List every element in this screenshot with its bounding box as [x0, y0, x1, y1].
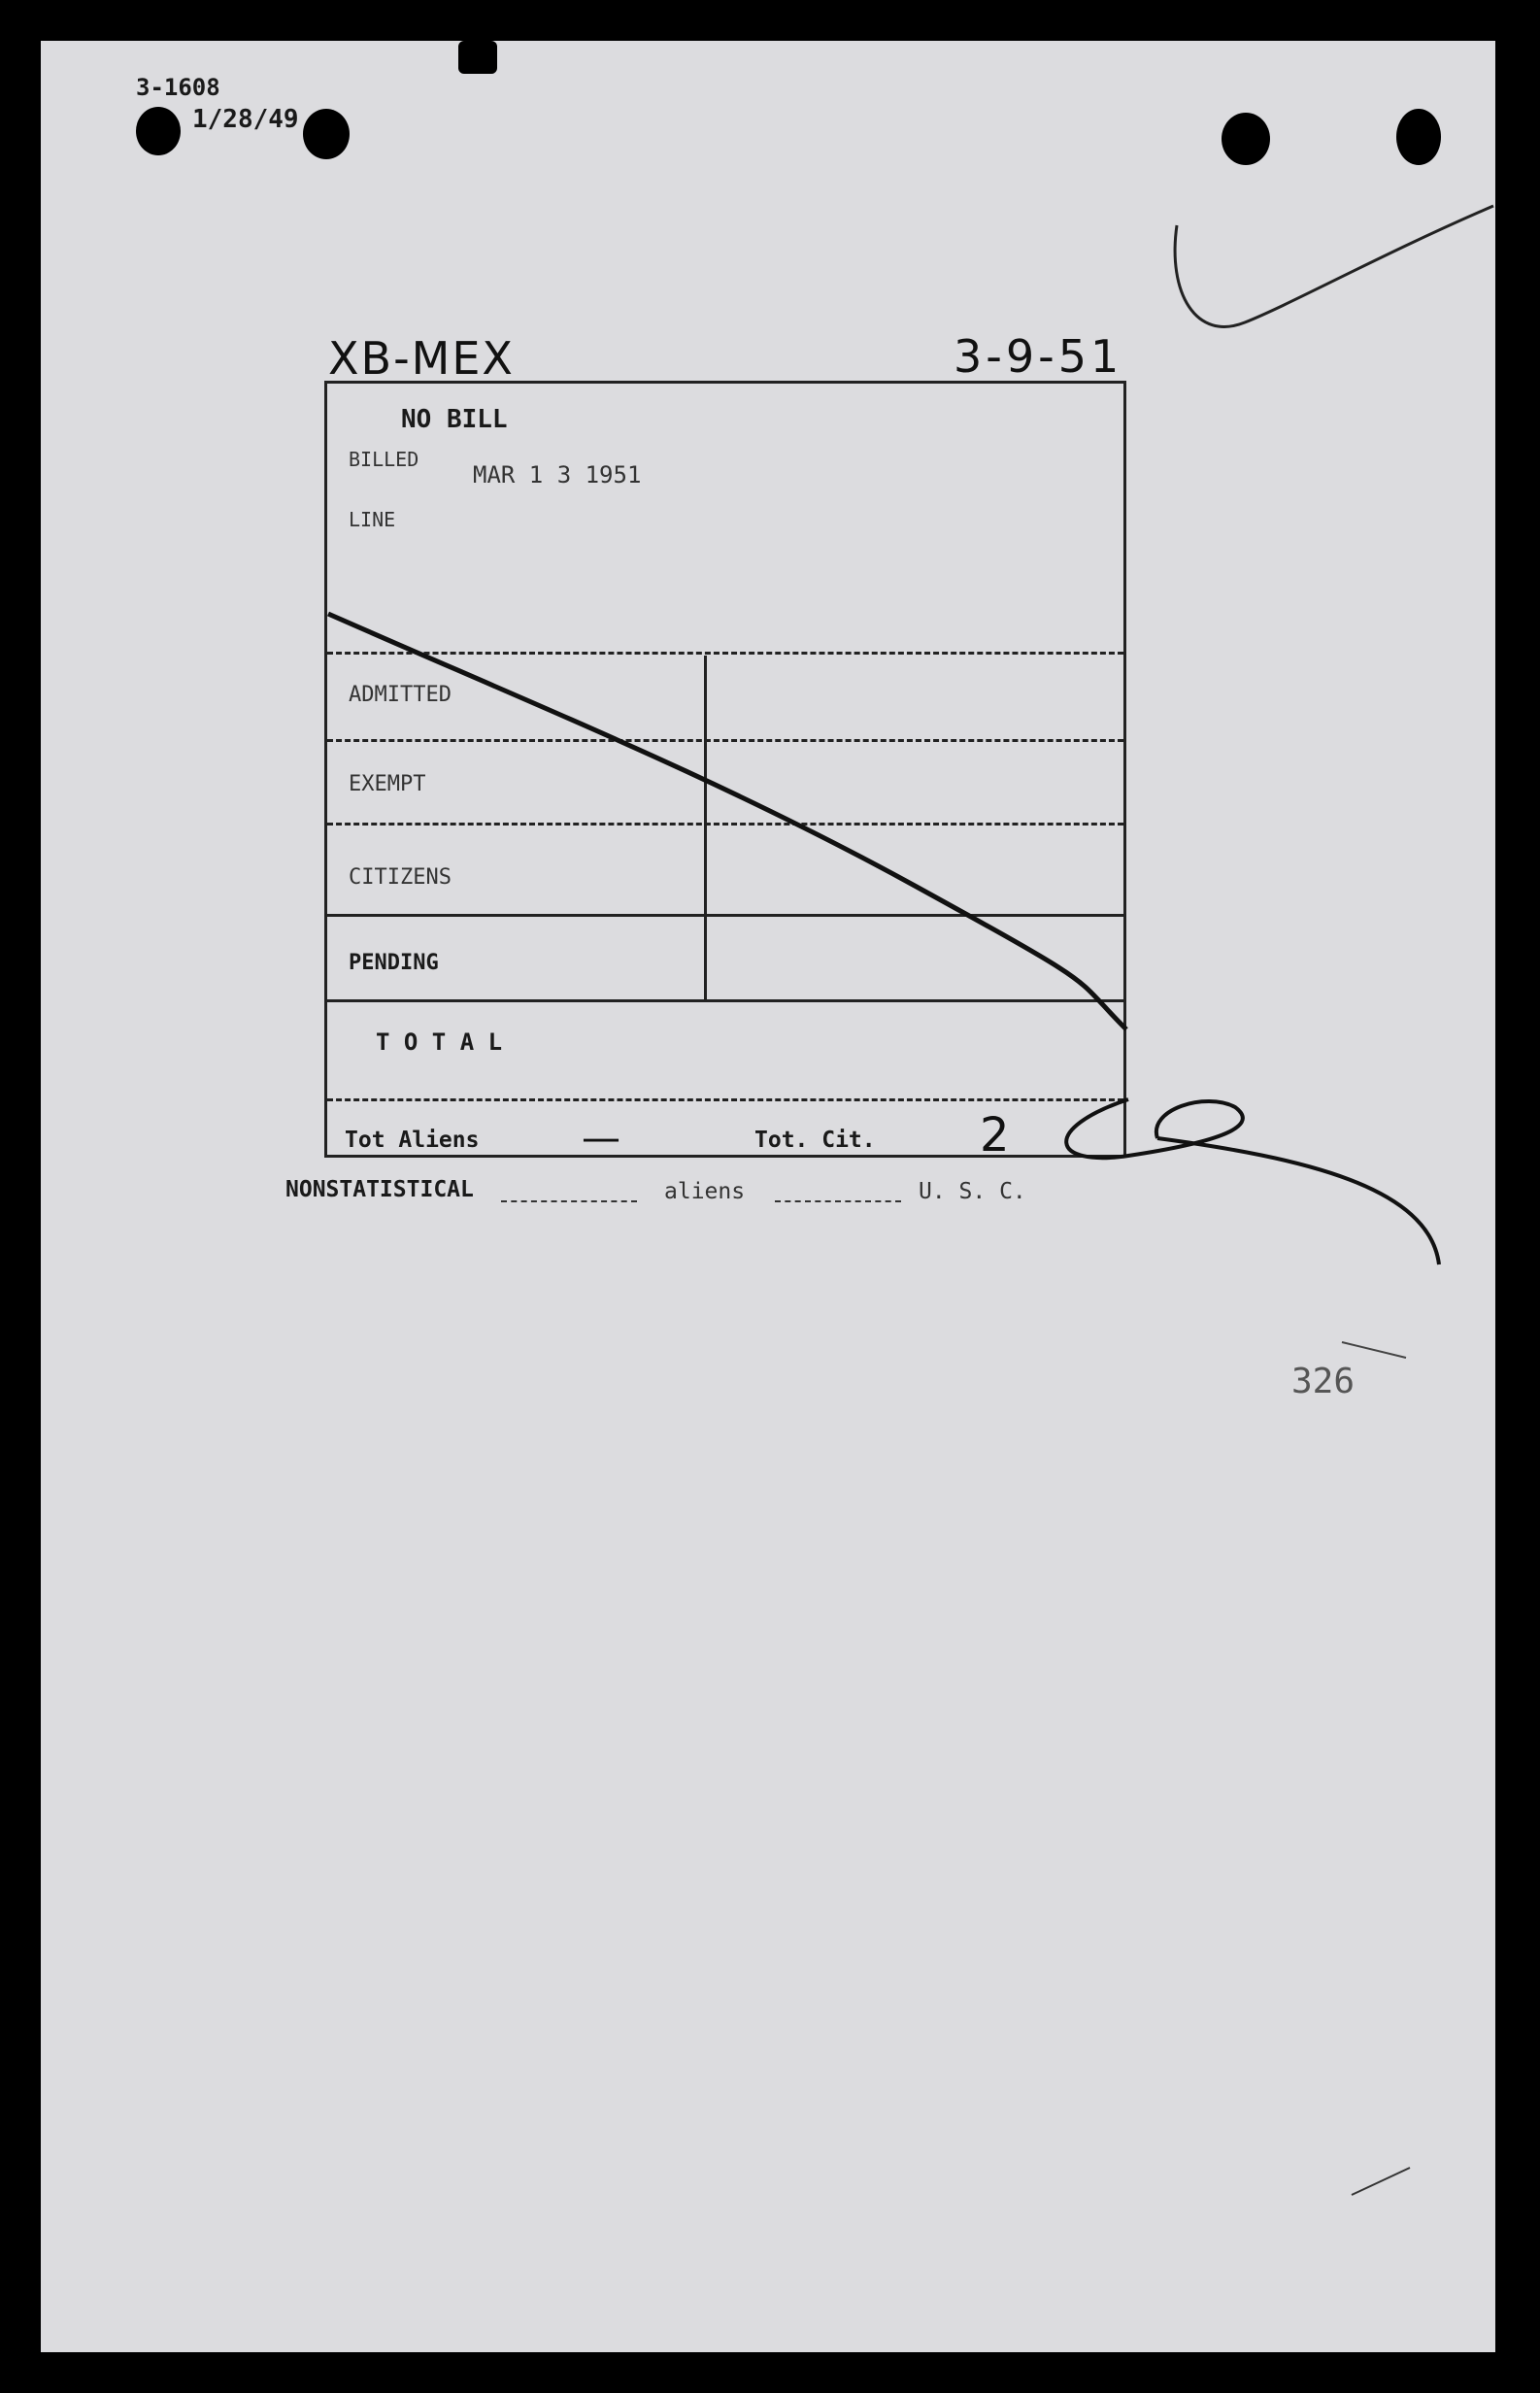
tot-cit-value: 2 [980, 1108, 1010, 1163]
document-page [41, 41, 1495, 2352]
corner-tick [1342, 1342, 1406, 1358]
form-date: 3-9-51 [954, 330, 1123, 383]
pen-marks [41, 41, 1495, 2352]
tot-aliens-label: Tot Aliens [345, 1128, 480, 1153]
billed-date-stamp: MAR 1 3 1951 [473, 461, 642, 489]
row-label-citizens: CITIZENS [349, 865, 452, 890]
initials-signature [1066, 1099, 1439, 1264]
total-label: T O T A L [376, 1028, 503, 1056]
tot-aliens-value: — [582, 1116, 620, 1161]
row-label-admitted: ADMITTED [349, 683, 452, 707]
tot-cit-label: Tot. Cit. [754, 1128, 876, 1153]
document-code: 3-1608 [136, 74, 220, 101]
row-label-exempt: EXEMPT [349, 772, 426, 796]
usc-label: U. S. C. [919, 1179, 1026, 1204]
strike-through-line [328, 614, 1126, 1029]
page-number: 326 [1291, 1362, 1356, 1401]
nonstatistical-label: NONSTATISTICAL [285, 1177, 474, 1202]
document-date: 1/28/49 [192, 105, 299, 134]
corner-tick [1352, 2168, 1410, 2195]
no-bill-stamp: NO BILL [401, 405, 508, 434]
line-label: LINE [349, 508, 396, 531]
check-mark-curve [1175, 206, 1493, 326]
row-label-pending: PENDING [349, 951, 439, 975]
aliens-label: aliens [664, 1179, 746, 1204]
station-heading: XB-MEX [328, 332, 515, 385]
billed-label: BILLED [349, 448, 419, 471]
